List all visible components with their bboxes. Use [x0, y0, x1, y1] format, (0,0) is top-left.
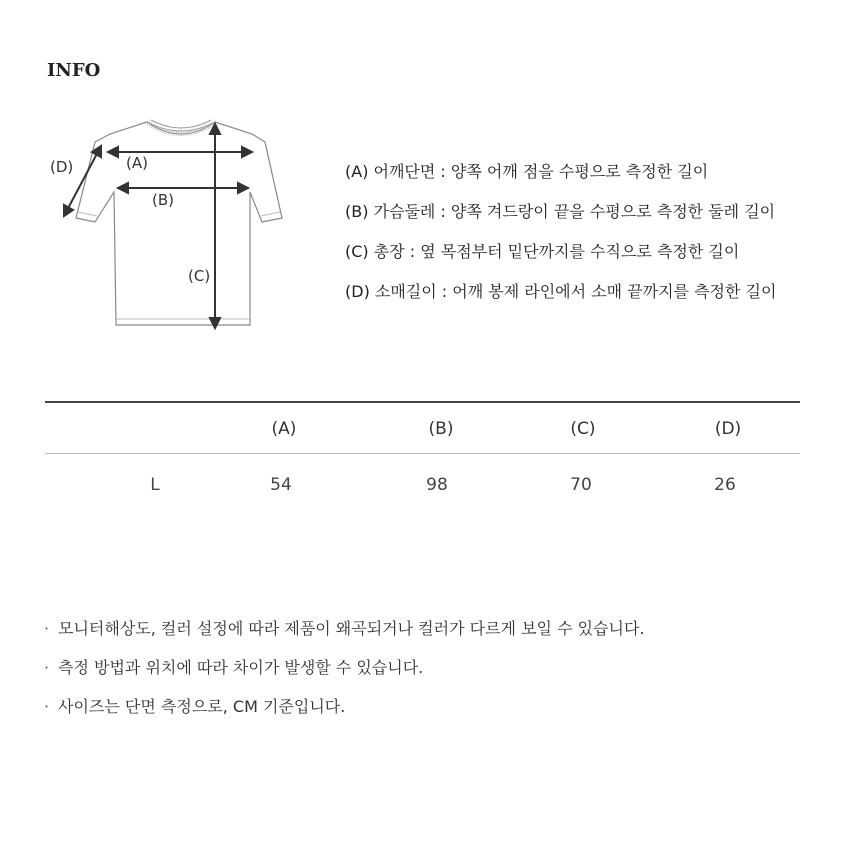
table-header-row — [45, 403, 800, 453]
section-title: INFO — [47, 60, 101, 81]
value-cell-a: 54 — [270, 475, 292, 495]
notice-text: 측정 방법과 위치에 따라 차이가 발생할 수 있습니다. — [58, 658, 424, 677]
diagram-label-a: (A) — [126, 154, 148, 172]
table-row — [45, 454, 800, 514]
notice-text: 사이즈는 단면 측정으로, CM 기준입니다. — [58, 697, 346, 716]
header-cell-c: (C) — [570, 419, 596, 439]
size-table — [45, 401, 800, 514]
header-cell-d: (D) — [714, 419, 742, 439]
notice-list — [44, 609, 645, 726]
notice-item — [44, 687, 645, 726]
diagram-label-b: (B) — [152, 191, 174, 209]
value-cell-c: 70 — [570, 475, 592, 495]
description-a: (A) 어깨단면 : 양쪽 어깨 점을 수평으로 측정한 길이 — [345, 162, 709, 181]
bullet-icon: · — [44, 619, 50, 638]
description-b: (B) 가슴둘레 : 양쪽 겨드랑이 끝을 수평으로 측정한 둘레 길이 — [345, 202, 776, 221]
description-d: (D) 소매길이 : 어깨 봉제 라인에서 소매 끝까지를 측정한 길이 — [345, 282, 777, 301]
measurement-descriptions — [345, 152, 825, 312]
value-cell-d: 26 — [714, 475, 736, 495]
bullet-icon: · — [44, 697, 50, 716]
notice-item — [44, 648, 645, 687]
size-cell: L — [150, 475, 160, 495]
tshirt-illustration — [40, 110, 300, 340]
notice-item — [44, 609, 645, 648]
notice-text: 모니터해상도, 컬러 설정에 따라 제품이 왜곡되거나 컬러가 다르게 보일 수 있습니다. — [58, 619, 645, 638]
header-cell-b: (B) — [428, 419, 454, 439]
diagram-label-c: (C) — [188, 267, 211, 285]
value-cell-b: 98 — [426, 475, 448, 495]
tshirt-measurement-diagram — [40, 110, 300, 340]
header-cell-a: (A) — [271, 419, 297, 439]
description-c: (C) 총장 : 옆 목점부터 밑단까지를 수직으로 측정한 길이 — [345, 242, 740, 261]
bullet-icon: · — [44, 658, 50, 677]
diagram-label-d: (D) — [50, 158, 74, 176]
